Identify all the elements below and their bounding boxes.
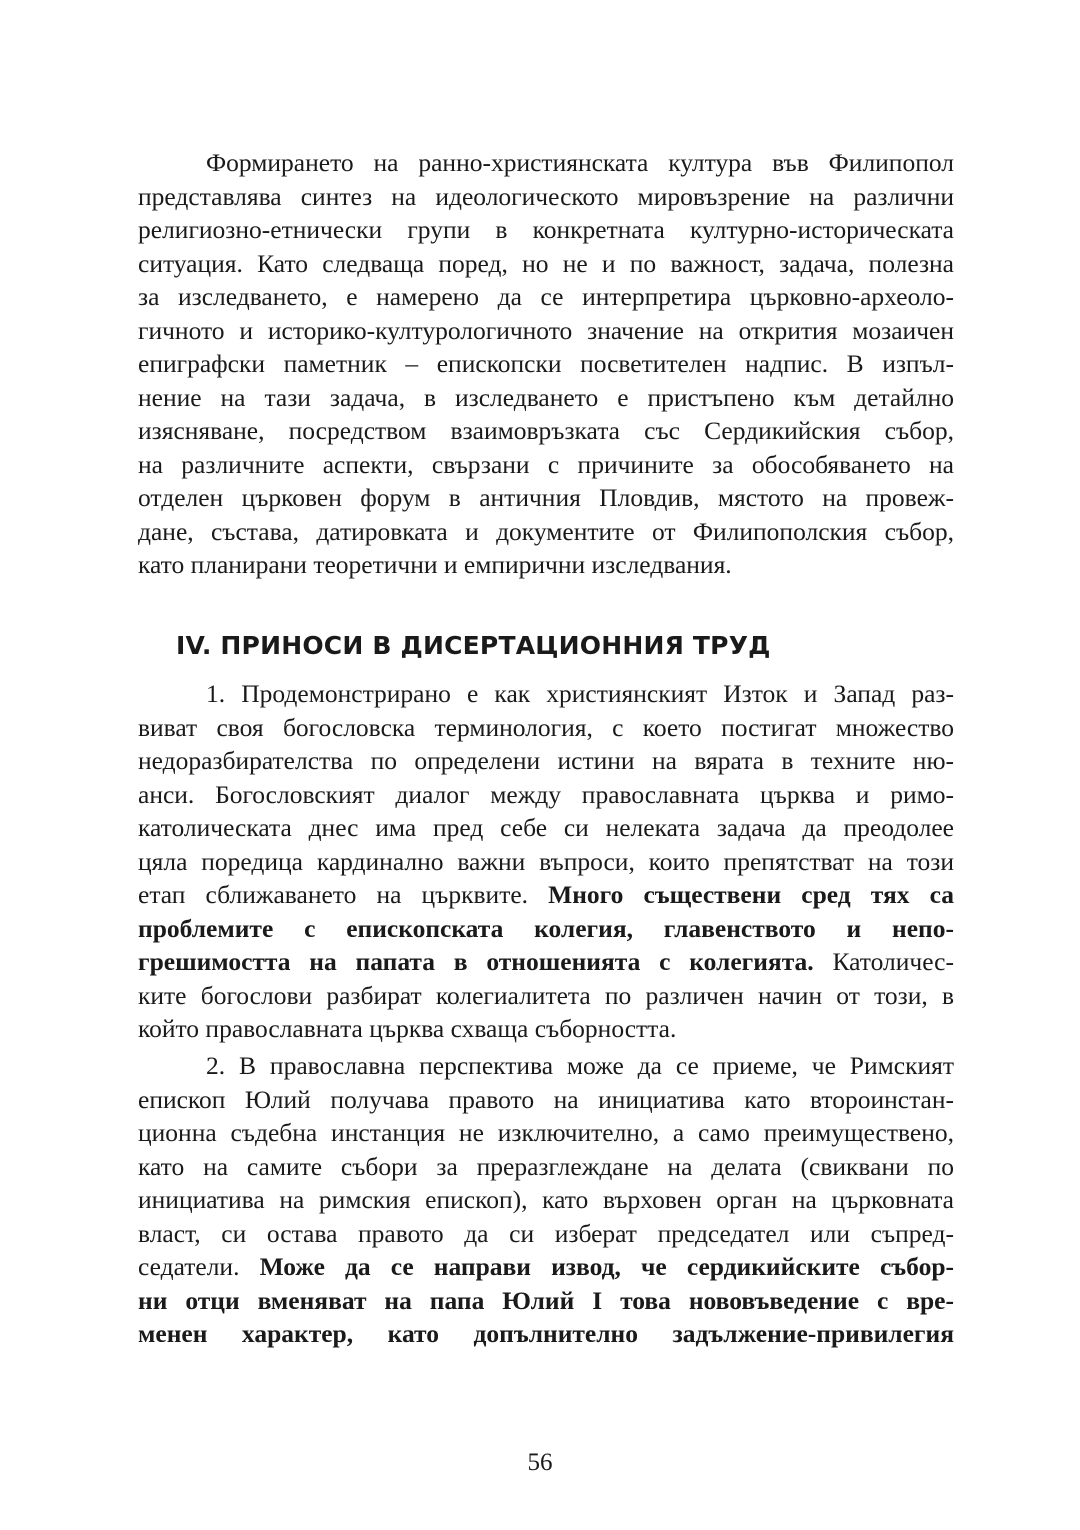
text-line: за изследването, е намерено да се интерпретира църковно-археоло- [138,282,954,311]
bold-text-line: менен характер, като допълнително задължение-привилегия [138,1319,954,1348]
text-line: цяла поредица кардинално важни въпроси, които препятстват на този [138,846,954,876]
text-line: виват своя богословска терминология, с което постигат множество [138,712,954,742]
text-line: дане, състава, датировката и документите от Филипополския събор, [138,516,954,546]
text-line: който православната църква схваща съборността. [138,1014,677,1043]
text-line: власт, си остава правото да си изберат председател или съпред- [138,1218,954,1248]
text-line: анси. Богословският диалог между православната църква и римо- [138,779,954,809]
text-line: ките богослови разбират колегиалитета по различен начин от този, в [138,980,954,1010]
text-line: представлява синтез на идеологическото мировъзрение на различни [138,181,954,211]
text-line: епиграфски паметник – епископски посветителен надпис. В изпъл- [138,349,954,378]
text-line-mixed [138,1250,954,1284]
text-line: Формирането на ранно-християнската култура във Филипопол [206,148,954,177]
paragraph-formation-culture [138,146,954,582]
page-number: 56 [527,1449,553,1476]
text-line: ционна съдебна инстанция не изключително, а само преимуществено, [138,1118,954,1147]
text-line: гичното и историко-културологичното значение на открития мозаичен [138,315,954,345]
text-line: инициатива на римския епископ), като върховен орган на църковната [138,1185,954,1214]
text-line: отделен църковен форум в античния Пловдив, мястото на провеж- [138,483,954,512]
normal-text: Католичес- [813,947,954,976]
text-line: религиозно-етнически групи в конкретната културно-историческата [138,215,954,244]
text-line: изясняване, посредством взаимовръзката със Сердикийския събор, [138,416,954,445]
text-line: като на самите събори за преразглеждане на делата (свиквани по [138,1151,954,1181]
text-line: 2. В православна перспектива може да се приеме, че Римският [206,1051,954,1080]
text-line: недоразбирателства по определени истини на вярата в техните ню- [138,746,954,775]
text-line: 1. Продемонстрирано е как християнският Изток и Запад раз- [206,679,954,708]
text-line: на различните аспекти, свързани с причините за обособяването на [138,449,954,479]
text-line-mixed [138,878,954,912]
text-line: като планирани теоретични и емпирични изследвания. [138,550,732,579]
bold-text: Много съществени сред тях са [548,880,954,909]
text-line-mixed [138,945,954,979]
bold-text-line: проблемите с епископската колегия, главенството и непо- [138,913,954,943]
section-heading: IV. ПРИНОСИ В ДИСЕРТАЦИОННИЯ ТРУД [176,631,771,660]
paragraph-contribution-1 [138,677,954,1046]
text-line: нение на тази задача, в изследването е пристъпено към детайлно [138,382,954,412]
bold-text: Може да се направи извод, че сердикийските събор- [259,1252,954,1281]
paragraph-contribution-2 [138,1049,954,1351]
bold-text: грешимостта на папата в отношенията с колегията. [138,947,814,976]
normal-text: етап сближаването на църквите. [138,880,549,909]
text-line: католическата днес има пред себе си нелеката задача да преодолее [138,813,954,842]
normal-text: седатели. [138,1252,260,1281]
text-line: ситуация. Като следваща поред, но не и по важност, задача, полезна [138,248,954,278]
text-line: епископ Юлий получава правото на инициатива като второинстан- [138,1084,954,1114]
bold-text-line: ни отци вменяват на папа Юлий I това нововъведение с вре- [138,1285,954,1315]
